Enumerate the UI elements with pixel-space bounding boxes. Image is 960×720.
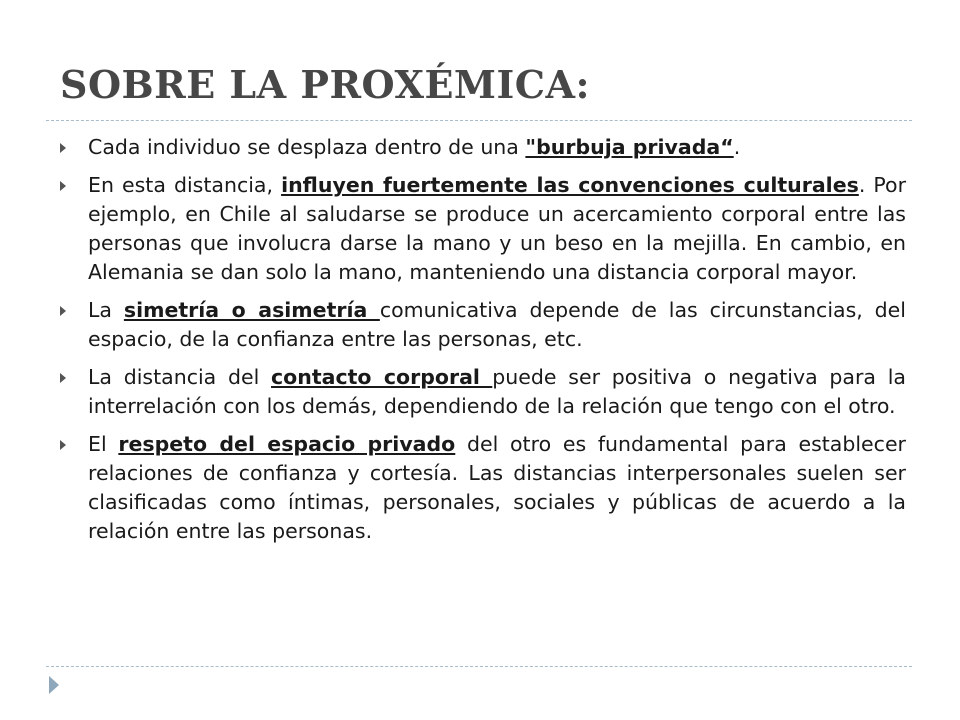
bullet-text: puede ser positiva o negativa para la interrelación con los demás, dependiendo de la relación que tengo con el otro. <box>88 365 906 418</box>
bullet-item <box>58 296 906 354</box>
emphasis-text: influyen fuertemente las convenciones culturales <box>281 173 859 197</box>
bullet-arrow-icon <box>60 306 66 316</box>
top-divider <box>46 120 912 121</box>
bullet-text: La <box>88 298 124 322</box>
emphasis-text: contacto corporal <box>271 365 493 389</box>
bullet-item <box>58 133 906 162</box>
footer-nav-arrow-icon[interactable] <box>49 676 59 694</box>
emphasis-text: simetría o asimetría <box>123 298 380 322</box>
bottom-divider <box>46 666 912 667</box>
bullet-text: El <box>88 432 119 456</box>
bullet-arrow-icon <box>60 181 66 191</box>
bullet-text: del otro es fundamental para establecer relaciones de confianza y cortesía. Las distancias interpersonales suelen ser clasificadas como íntimas, personales, sociales y públicas de acuerdo a la relación entre las personas. <box>88 432 906 543</box>
bullet-list <box>58 133 906 555</box>
bullet-arrow-icon <box>60 143 66 153</box>
bullet-text: Cada individuo se desplaza dentro de una <box>88 135 526 159</box>
bullet-text: . Por ejemplo, en Chile al saludarse se produce un acercamiento corporal entre las personas que involucra darse la mano y un beso en la mejilla. En cambio, en Alemania se dan solo la mano, manteniendo una distancia corporal mayor. <box>88 173 906 284</box>
bullet-item <box>58 363 906 421</box>
bullet-text: En esta distancia, <box>88 173 282 197</box>
bullet-arrow-icon <box>60 373 66 383</box>
bullet-arrow-icon <box>60 440 66 450</box>
slide-title: SOBRE LA PROXÉMICA: <box>60 62 590 107</box>
bullet-item <box>58 430 906 546</box>
bullet-text: . <box>733 135 741 159</box>
emphasis-text: "burbuja privada“ <box>525 135 734 159</box>
bullet-item <box>58 171 906 287</box>
emphasis-text: respeto del espacio privado <box>118 432 456 456</box>
bullet-text: comunicativa depende de las circunstancias, del espacio, de la confianza entre las personas, etc. <box>88 298 906 351</box>
bullet-text: La distancia del <box>88 365 272 389</box>
